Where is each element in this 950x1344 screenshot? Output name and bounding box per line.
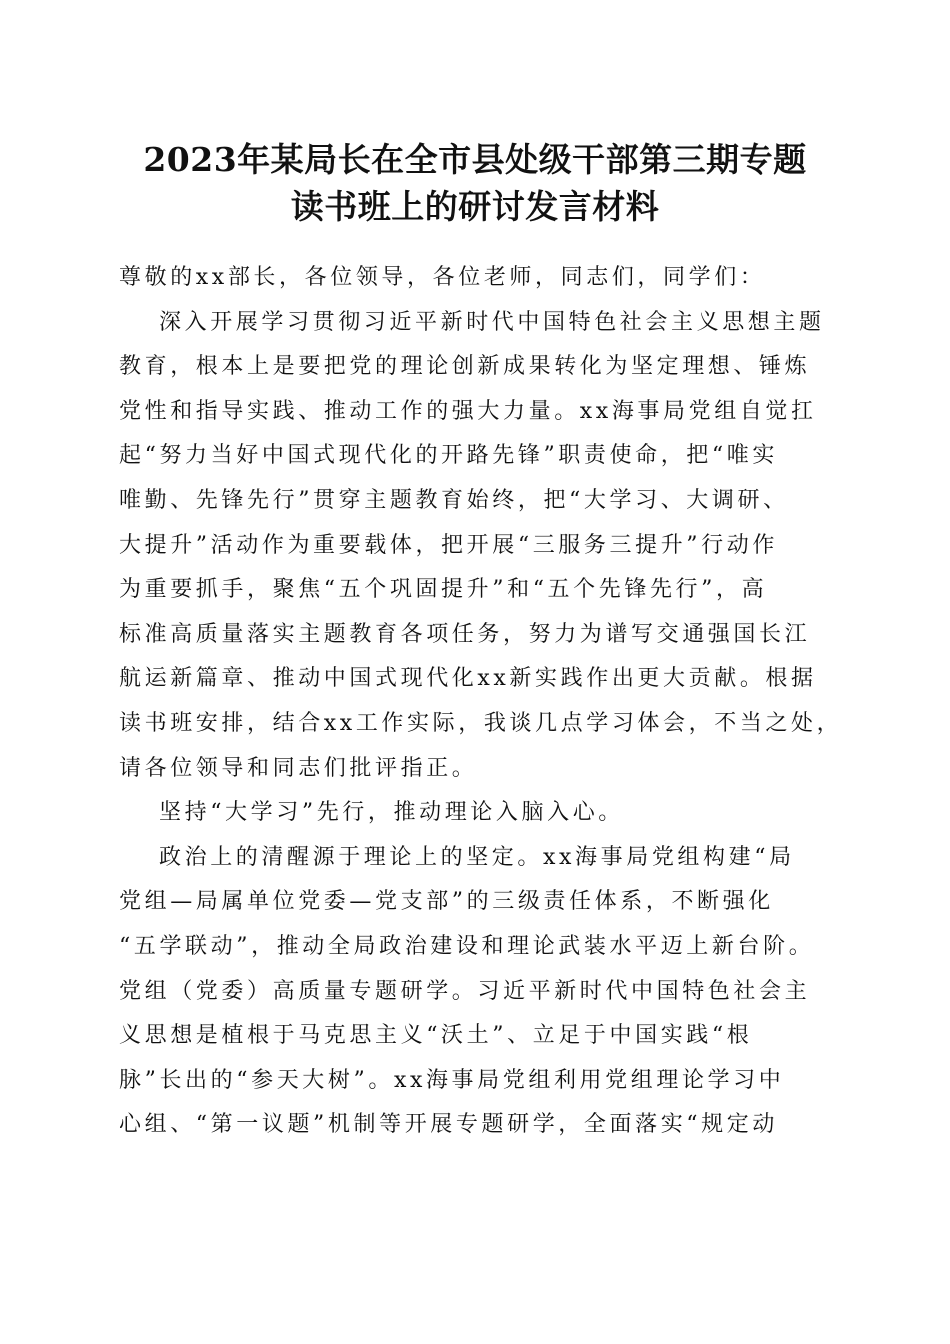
body-line: 为重要抓手，聚焦“五个巩固提升”和“五个先锋先行”，高	[119, 577, 768, 603]
body-line: 政治上的清醒源于理论上的坚定。xx海事局党组构建“局	[159, 844, 795, 870]
body-line: 读书班安排，结合xx工作实际，我谈几点学习体会，不当之处，	[119, 710, 843, 736]
salutation-line: 尊敬的xx部长，各位领导，各位老师，同志们，同学们：	[119, 265, 766, 290]
document-body	[119, 256, 843, 1148]
document-title-line-1: 2023年某局长在全市县处级干部第三期专题	[143, 140, 807, 179]
body-line: 党组（党委）高质量专题研学。习近平新时代中国特色社会主	[119, 978, 811, 1004]
body-line: 标准高质量落实主题教育各项任务，努力为谱写交通强国长江	[119, 621, 811, 647]
body-line: “五学联动”，推动全局政治建设和理论武装水平迈上新台阶。	[119, 933, 815, 959]
body-line: 唯勤、先锋先行”贯穿主题教育始终，把“大学习、大调研、	[119, 487, 789, 513]
body-line: 起“努力当好中国式现代化的开路先锋”职责使命，把“唯实	[119, 443, 778, 469]
body-line: 教育，根本上是要把党的理论创新成果转化为坚定理想、锤炼	[119, 354, 811, 380]
body-line: 党性和指导实践、推动工作的强大力量。xx海事局党组自觉扛	[119, 398, 817, 424]
body-line: 脉”长出的“参天大树”。xx海事局党组利用党组理论学习中	[119, 1067, 785, 1093]
body-line: 深入开展学习贯彻习近平新时代中国特色社会主义思想主题	[159, 309, 825, 335]
section-heading-line: 坚持“大学习”先行，推动理论入脑入心。	[159, 800, 624, 826]
body-line: 党组—局属单位党委—党支部”的三级责任体系，不断强化	[119, 889, 774, 915]
document-title-line-2: 读书班上的研讨发言材料	[290, 187, 660, 226]
body-line: 请各位领导和同志们批评指正。	[119, 755, 478, 781]
body-line: 义思想是植根于马克思主义“沃土”、立足于中国实践“根	[119, 1023, 753, 1049]
body-line: 航运新篇章、推动中国式现代化xx新实践作出更大贡献。根据	[119, 666, 817, 692]
body-line: 心组、“第一议题”机制等开展专题研学，全面落实“规定动	[119, 1112, 778, 1138]
body-line: 大提升”活动作为重要载体，把开展“三服务三提升”行动作	[119, 532, 778, 558]
